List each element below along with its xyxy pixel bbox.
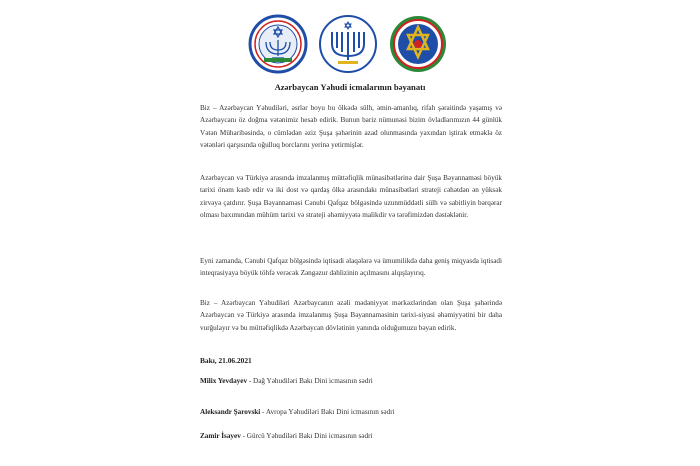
signatory-name: Zamir İsayev — [200, 432, 241, 440]
paragraph-2: Azərbaycan və Türkiyə arasında imzalanmış müttəfiqlik münasibətlərinə dair Şuşa Bəyannaməsi böyük tarixi önəm kəsb edir və iki dost və qardaş ölkə arasındakı münasibətləri strateji cəhətdən ən yüksək zirvəyə çatdırır. Şuşa Bəyannaməsi Cənubi Qafqaz bölgəsində uzunmüddətli sülh və sabitliyin bərqərar olması baxımından mühüm tarixi və strateji əhəmiyyətə malikdir və tərəfimizdən dəstəklənir. — [200, 174, 503, 219]
document-date: Bakı, 21.06.2021 — [200, 356, 252, 365]
signatory-role: - Gürcü Yəhudiləri Bakı Dini icmasının sədri — [240, 432, 373, 440]
signature-line — [200, 408, 395, 416]
signatory-role: - Dağ Yəhudiləri Bakı Dini icmasının sədri — [247, 377, 373, 385]
document-title: Azərbaycan Yəhudi icmalarının bəyanatı — [274, 82, 426, 92]
signatory-name: Milix Yevdayev — [200, 377, 248, 385]
signatory-name: Aleksandr Şarovski — [200, 408, 261, 416]
signature-line — [200, 432, 372, 440]
menorah-logo-icon — [318, 14, 378, 74]
paragraph-1: Biz – Azərbaycan Yəhudiləri, əsrlər boyu bu ölkədə sülh, əmin-amanlıq, rifah şəraitində yaşamış və Azərbaycanı öz doğma vətənimiz hesab edirik. Bunun bariz nümunəsi bizim övladlarımızın 44 günlük Vətən Müharibəsində, o cümlədən əziz Şuşa şəhərinin azad olunmasında yaxından iştirak etməklə öz vətənləri qarşısında oğulluq borclarını yerinə yetirmişlər. — [200, 104, 503, 149]
logo-row — [0, 14, 700, 76]
jewish-community-logo-icon — [248, 14, 308, 74]
paragraph-3: Eyni zamanda, Cənubi Qafqaz bölgəsində iqtisadi əlaqələrə və ümumilikdə daha geniş miqyasda iqtisadi inteqrasiyaya böyük töhfə verəcək Zəngəzur dəhlizinin açılmasını alqışlayırıq. — [200, 257, 503, 278]
paragraph-4: Biz – Azərbaycan Yəhudiləri Azərbaycanın əzəli mədəniyyət mərkəzlərindən olan Şuşa şəhərində Azərbaycan və Türkiyə arasında imzalanmış Şuşa Bəyannaməsinin tarixi-siyasi əhəmiyyətini bir daha vurğulayır və bu müttəfiqlikdə Azərbaycan dövlətinin yanında olduğumuzu bəyan edirik. — [200, 299, 503, 332]
signatory-role: - Avropa Yəhudiləri Bakı Dini icmasının sədri — [260, 408, 395, 416]
signature-line — [200, 377, 373, 385]
star-of-david-emblem-icon — [388, 14, 448, 74]
